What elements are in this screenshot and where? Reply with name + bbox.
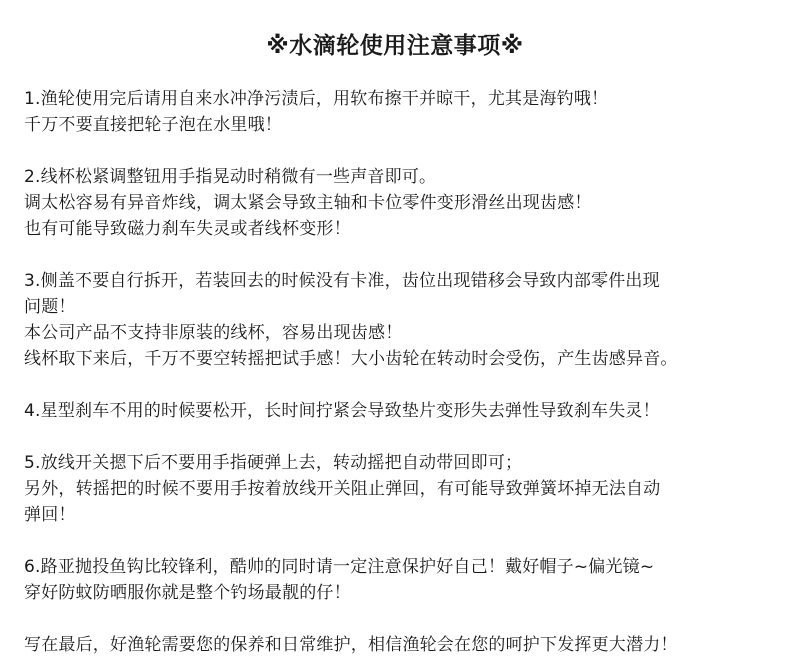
notice-item-4 <box>24 398 780 424</box>
notice-item-1 <box>24 86 780 138</box>
notice-line: 调太松容易有异音炸线，调太紧会导致主轴和卡位零件变形滑丝出现齿感！ <box>24 193 592 213</box>
notice-line: 5.放线开关摁下后不要用手指硬弹上去，转动摇把自动带回即可； <box>24 453 523 473</box>
notice-line: 1.渔轮使用完后请用自来水冲净污渍后，用软布擦干并晾干，尤其是海钓哦！ <box>24 89 609 109</box>
notice-line: 4.星型刹车不用的时候要松开，长时间拧紧会导致垫片变形失去弹性导致刹车失灵！ <box>24 401 660 421</box>
page-title: ※水滴轮使用注意事项※ <box>266 33 524 59</box>
notice-line: 写在最后，好渔轮需要您的保养和日常维护，相信渔轮会在您的呵护下发挥更大潜力！ <box>24 635 678 655</box>
notice-line: 弹回！ <box>24 505 76 525</box>
notice-item-2 <box>24 164 780 242</box>
notice-item-5 <box>24 450 780 528</box>
notice-line: 线杯取下来后，千万不要空转摇把试手感！大小齿轮在转动时会受伤，产生齿感异音。 <box>24 349 678 369</box>
notice-line: 千万不要直接把轮子泡在水里哦！ <box>24 115 282 135</box>
notice-line: 本公司产品不支持非原装的线杯，容易出现齿感！ <box>24 323 403 343</box>
notice-line: 6.路亚抛投鱼钩比较锋利，酷帅的同时请一定注意保护好自己！戴好帽子~偏光镜~ <box>24 557 655 577</box>
notice-line: 问题！ <box>24 297 76 317</box>
notice-line: 3.侧盖不要自行拆开，若装回去的时候没有卡准，齿位出现错移会导致内部零件出现 <box>24 271 660 291</box>
notice-line: 2.线杯松紧调整钮用手指晃动时稍微有一些声音即可。 <box>24 167 437 187</box>
notice-line: 穿好防蚊防晒服你就是整个钓场最靓的仔！ <box>24 583 351 603</box>
notice-item-3 <box>24 268 780 372</box>
notice-line: 另外，转摇把的时候不要用手按着放线开关阻止弹回，有可能导致弹簧坏掉无法自动 <box>24 479 661 499</box>
closing-note <box>24 632 780 658</box>
notice-body <box>24 86 780 658</box>
notice-line: 也有可能导致磁力刹车失灵或者线杯变形！ <box>24 219 351 239</box>
notice-item-6 <box>24 554 780 606</box>
